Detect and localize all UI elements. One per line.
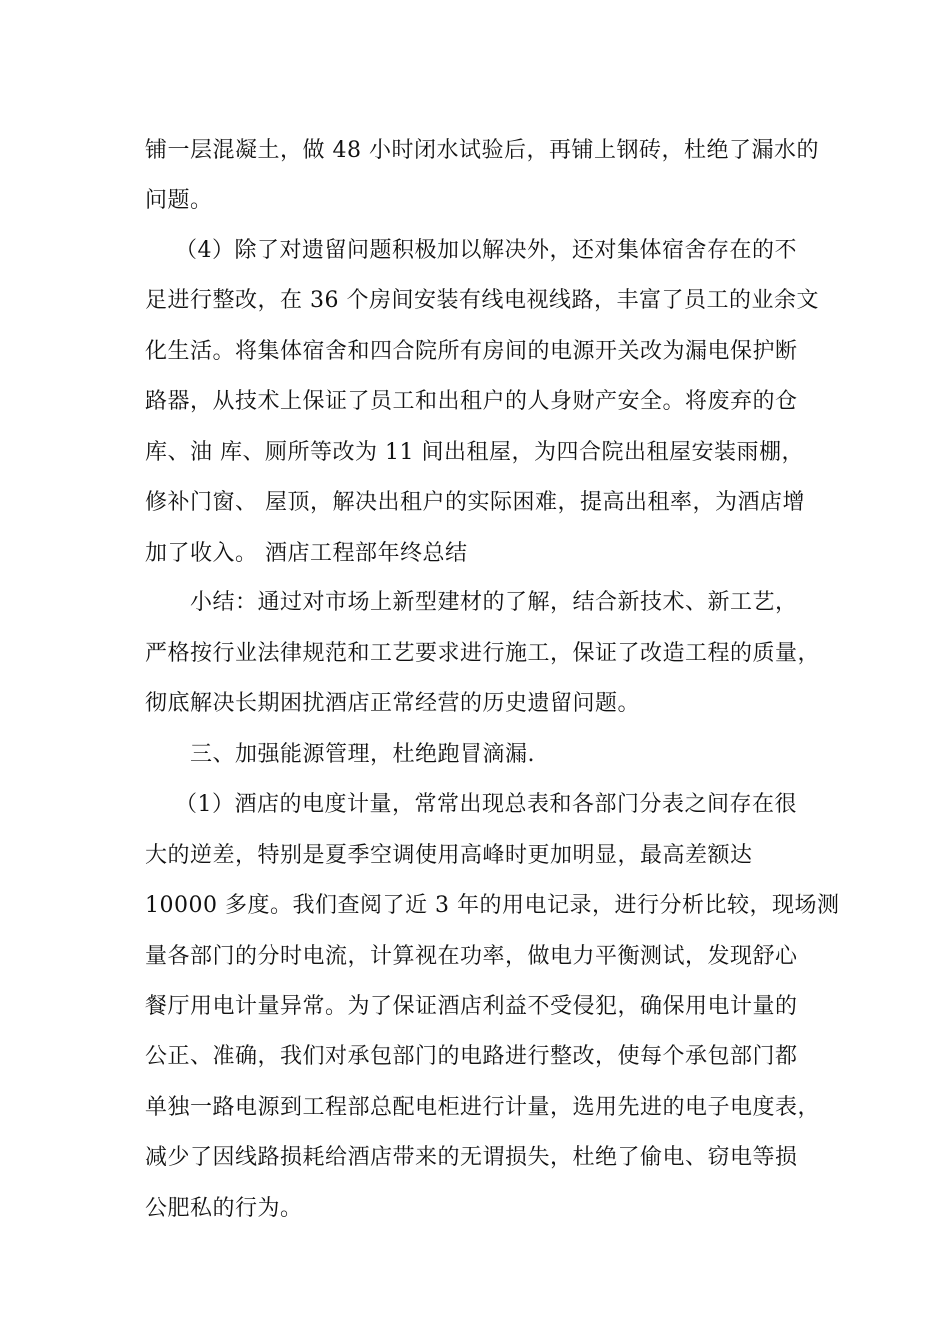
summary-paragraph-start: 小结：通过对市场上新型建材的了解，结合新技术、新工艺， [190, 590, 798, 615]
text-line-15: 大的逆差，特别是夏季空调使用高峰时更加明显，最高差额达 [145, 843, 753, 868]
paragraph-4-start: （4）除了对遗留问题积极加以解决外，还对集体宿舍存在的不 [175, 238, 797, 263]
text-line-11: 严格按行业法律规范和工艺要求进行施工，保证了改造工程的质量， [145, 641, 821, 666]
text-line-6: 路器，从技术上保证了员工和出租户的人身财产安全。将废弃的仓 [145, 389, 798, 414]
text-line-12: 彻底解决长期困扰酒店正常经营的历史遗留问题。 [145, 691, 641, 716]
text-line-19: 公正、准确，我们对承包部门的电路进行整改，使每个承包部门都 [145, 1044, 798, 1069]
text-line-7: 库、油 库、厕所等改为 11 间出租屋，为四合院出租屋安装雨棚， [145, 440, 804, 465]
text-line-20: 单独一路电源到工程部总配电柜进行计量，选用先进的电子电度表， [145, 1095, 821, 1120]
text-line-16: 10000 多度。我们查阅了近 3 年的用电记录，进行分析比较，现场测 [145, 893, 840, 918]
text-line-22: 公肥私的行为。 [145, 1196, 303, 1221]
text-line-4: 足进行整改，在 36 个房间安装有线电视线路，丰富了员工的业余文 [145, 288, 819, 313]
text-line-5: 化生活。将集体宿舍和四合院所有房间的电源开关改为漏电保护断 [145, 339, 798, 364]
text-line-18: 餐厅用电计量异常。为了保证酒店利益不受侵犯，确保用电计量的 [145, 994, 798, 1019]
text-line-21: 减少了因线路损耗给酒店带来的无谓损失，杜绝了偷电、窃电等损 [145, 1145, 798, 1170]
text-line-1: 铺一层混凝土，做 48 小时闭水试验后，再铺上钢砖，杜绝了漏水的 [145, 138, 819, 163]
text-line-8: 修补门窗、 屋顶，解决出租户的实际困难，提高出租率，为酒店增 [145, 490, 805, 515]
section-heading-3: 三、加强能源管理，杜绝跑冒滴漏. [190, 742, 535, 767]
text-line-17: 量各部门的分时电流，计算视在功率，做电力平衡测试，发现舒心 [145, 944, 798, 969]
text-line-2: 问题。 [145, 188, 213, 213]
paragraph-1-start: （1）酒店的电度计量，常常出现总表和各部门分表之间存在很 [175, 792, 797, 817]
text-line-9: 加了收入。 酒店工程部年终总结 [145, 541, 468, 566]
